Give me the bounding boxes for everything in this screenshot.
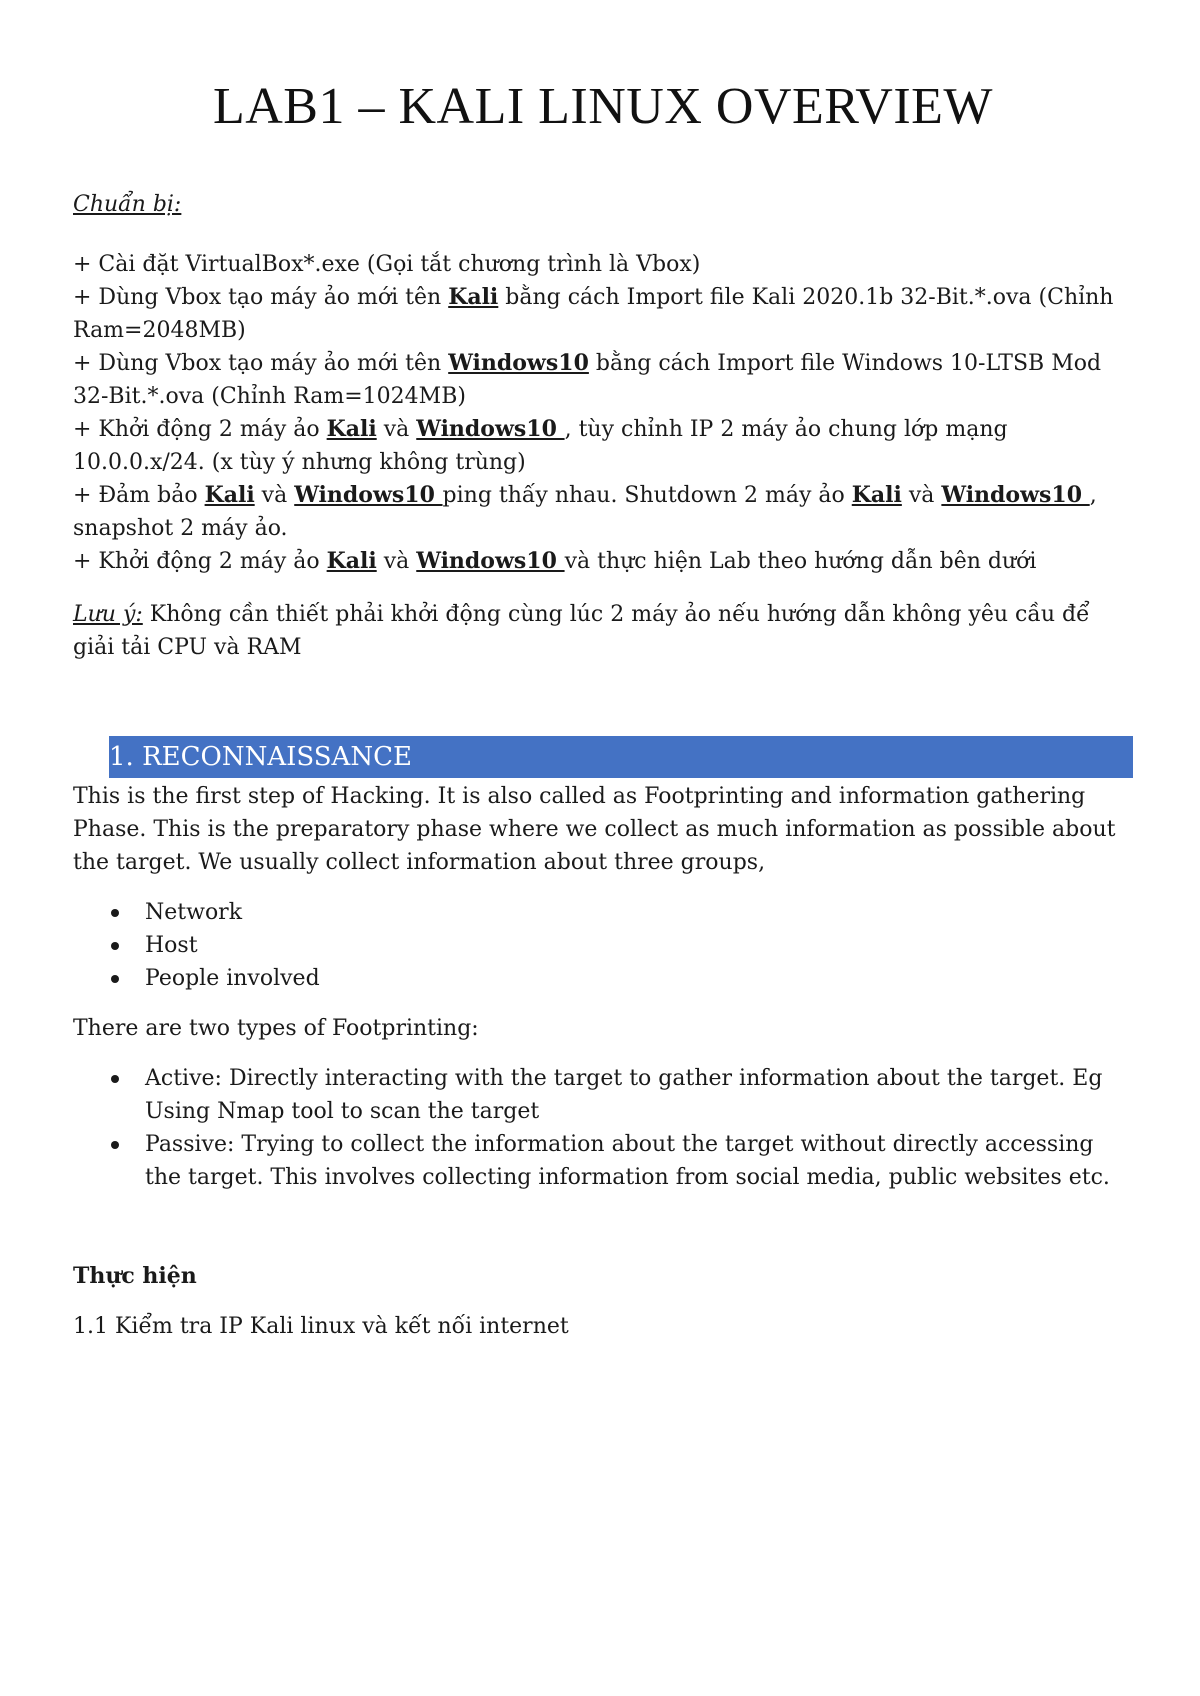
list-item: Active: Directly interacting with the target to gather information about the target. Eg Using Nmap tool to scan the target xyxy=(73,1062,1133,1128)
prep-line xyxy=(73,347,1133,413)
practice-heading: Thực hiện xyxy=(73,1263,197,1289)
prep-heading: Chuẩn bị: xyxy=(73,192,182,217)
vm-name-kali: Kali xyxy=(326,548,377,574)
vm-name-windows10: Windows10 xyxy=(448,350,589,376)
vm-name-kali: Kali xyxy=(851,482,902,508)
prep-line xyxy=(73,545,1133,578)
prep-line xyxy=(73,479,1133,545)
text: và thực hiện Lab theo hướng dẫn bên dưới xyxy=(564,549,1037,574)
vm-name-windows10: Windows10 xyxy=(294,482,443,508)
footprinting-types-heading: There are two types of Footprinting: xyxy=(73,1016,479,1041)
text: bằng cách Import file Kali 2020.1b 32-Bit.*.ova (Chỉnh Ram=2048MB) xyxy=(73,285,1114,343)
prep-line: + Cài đặt VirtualBox*.exe (Gọi tắt chương trình là Vbox) xyxy=(73,252,701,277)
vm-name-kali: Kali xyxy=(204,482,255,508)
text: + Dùng Vbox tạo máy ảo mới tên xyxy=(73,285,449,310)
text: và xyxy=(376,549,417,574)
step-1-1: 1.1 Kiểm tra IP Kali linux và kết nối internet xyxy=(73,1314,569,1339)
list-item: Passive: Trying to collect the information about the target without directly accessing the target. This involves collecting information from social media, public websites etc. xyxy=(73,1128,1133,1194)
vm-name-kali: Kali xyxy=(448,284,499,310)
note xyxy=(73,598,1133,664)
text: và xyxy=(254,483,295,508)
target-groups-list xyxy=(73,896,1133,995)
text: + Khởi động 2 máy ảo xyxy=(73,417,327,442)
text: , snapshot 2 máy ảo. xyxy=(73,483,1097,541)
list-item: People involved xyxy=(73,962,1133,995)
list-item: Host xyxy=(73,929,1133,962)
section-heading-text: 1. RECONNAISSANCE xyxy=(109,742,412,772)
text: , tùy chỉnh IP 2 máy ảo chung lớp mạng 10.0.0.x/24. (x tùy ý nhưng không trùng) xyxy=(73,417,1008,475)
text: ping thấy nhau. Shutdown 2 máy ảo xyxy=(442,483,852,508)
section-intro: This is the first step of Hacking. It is also called as Footprinting and information gathering Phase. This is the preparatory phase where we collect as much information as possible about the target. We usually collect information about three groups, xyxy=(73,784,1116,875)
prep-line xyxy=(73,413,1133,479)
section-heading-reconnaissance xyxy=(109,736,1133,778)
text: bằng cách Import file Windows 10-LTSB Mod 32-Bit.*.ova (Chỉnh Ram=1024MB) xyxy=(73,351,1102,409)
document-title: LAB1 – KALI LINUX OVERVIEW xyxy=(212,78,994,135)
vm-name-windows10: Windows10 xyxy=(416,548,565,574)
text: và xyxy=(901,483,942,508)
vm-name-kali: Kali xyxy=(326,416,377,442)
list-item: Network xyxy=(73,896,1133,929)
note-text: Không cần thiết phải khởi động cùng lúc 2 máy ảo nếu hướng dẫn không yêu cầu để giải tải CPU và RAM xyxy=(73,602,1090,660)
text: và xyxy=(376,417,417,442)
vm-name-windows10: Windows10 xyxy=(941,482,1090,508)
note-label: Lưu ý: xyxy=(73,602,143,627)
vm-name-windows10: Windows10 xyxy=(416,416,565,442)
text: + Đảm bảo xyxy=(73,483,205,508)
footprinting-types-list xyxy=(73,1062,1133,1194)
text: + Dùng Vbox tạo máy ảo mới tên xyxy=(73,351,449,376)
text: + Khởi động 2 máy ảo xyxy=(73,549,327,574)
prep-list xyxy=(73,248,1133,578)
prep-line xyxy=(73,281,1133,347)
